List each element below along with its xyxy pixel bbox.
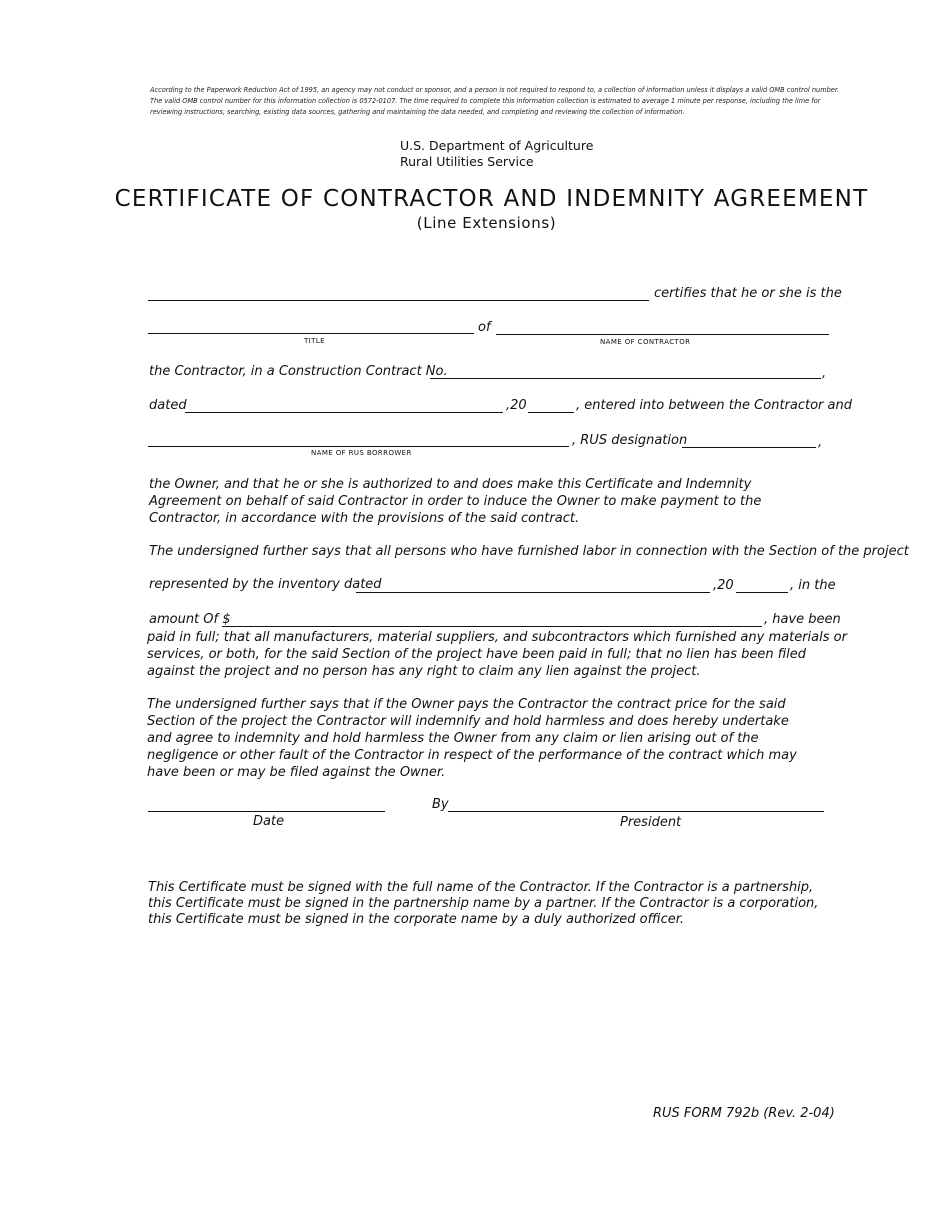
contract-date-field[interactable] <box>185 412 503 413</box>
year-prefix-text: ,20 <box>506 398 527 413</box>
inventory-date-field[interactable] <box>356 592 710 593</box>
amount-field[interactable] <box>222 626 762 627</box>
title-field[interactable] <box>148 333 474 334</box>
department-name: U.S. Department of Agriculture <box>400 138 594 153</box>
dated-text: dated <box>149 398 187 413</box>
certifies-text: certifies that he or she is the <box>654 286 842 301</box>
by-label: By <box>432 797 449 812</box>
president-signature-field[interactable] <box>448 811 824 812</box>
signing-instructions: This Certificate must be signed with the full name of the Contractor. If the Contractor is a partnership, this Certificate must be signed in the partnership name by a partner. If the Contractor is a corporation, this Certificate must be signed in the corporate name by a duly authorized officer. <box>148 880 819 927</box>
have-been-text: , have been <box>764 612 841 627</box>
contract-no-text: the Contractor, in a Construction Contract No. <box>149 364 448 379</box>
contract-number-field[interactable] <box>430 378 821 379</box>
form-subtitle: (Line Extensions) <box>416 214 557 232</box>
form-title: CERTIFICATE OF CONTRACTOR AND INDEMNITY AGREEMENT <box>114 186 869 212</box>
in-the-text: , in the <box>790 578 836 593</box>
labor-paragraph-line1: The undersigned further says that all persons who have furnished labor in connection with the Section of the project <box>149 544 909 559</box>
rus-designation-text: , RUS designation <box>572 433 688 448</box>
comma-text-2: , <box>818 435 823 450</box>
entered-text: , entered into between the Contractor and <box>576 398 852 413</box>
of-text: of <box>478 320 491 335</box>
service-name: Rural Utilities Service <box>400 154 534 169</box>
represented-text: represented by the inventory dated <box>149 577 382 592</box>
authorization-paragraph: the Owner, and that he or she is authorized to and does make this Certificate and Indemnity Agreement on behalf of said Contractor in order to induce the Owner to make payment to the Contractor, in accordance with the provisions of the said contract. <box>149 477 762 526</box>
date-label: Date <box>253 814 285 829</box>
amount-text: amount Of $ <box>149 612 231 627</box>
labor-paragraph-rest: paid in full; that all manufacturers, material suppliers, and subcontractors which furnished any materials or services, or both, for the said Section of the project have been paid in full; that no lien has been filed against the project and no person has any right to claim any lien against the project. <box>147 630 847 679</box>
form-number: RUS FORM 792b (Rev. 2-04) <box>653 1106 835 1121</box>
title-caption: TITLE <box>304 337 325 345</box>
indemnity-paragraph: The undersigned further says that if the Owner pays the Contractor the contract price for the said Section of the project the Contractor will indemnify and hold harmless and does hereby undertake and agree to indemnity and hold harmless the Owner from any claim or lien arising out of the negligence or other fault of the Contractor in respect of the performance of the contract which may have been or may be filed against the Owner. <box>147 697 797 780</box>
contractor-name-field[interactable] <box>496 334 829 335</box>
president-label: President <box>620 815 682 830</box>
year-prefix-text-2: ,20 <box>713 578 734 593</box>
borrower-caption: NAME OF RUS BORROWER <box>311 449 412 457</box>
contractor-caption: NAME OF CONTRACTOR <box>600 338 691 346</box>
rus-designation-field[interactable] <box>682 447 816 448</box>
contract-year-field[interactable] <box>528 412 574 413</box>
agency-block <box>400 138 593 170</box>
comma-text: , <box>822 366 827 381</box>
inventory-year-field[interactable] <box>736 592 788 593</box>
signature-date-field[interactable] <box>148 811 385 812</box>
rus-borrower-field[interactable] <box>148 446 569 447</box>
certifier-name-field[interactable] <box>148 300 649 301</box>
paperwork-notice: According to the Paperwork Reduction Act of 1995, an agency may not conduct or sponsor, and a person is not required to respond to, a collection of information unless it displays a valid OMB control number. The valid OMB control number for this information collection is 0572-0107. The time required to complete this information collection is estimated to average 1 minute per response, including the lime for reviewing instructions, searching, existing data sources, gathering and maintaining the data needed, and completing and reviewing the collection of information. <box>150 86 840 116</box>
